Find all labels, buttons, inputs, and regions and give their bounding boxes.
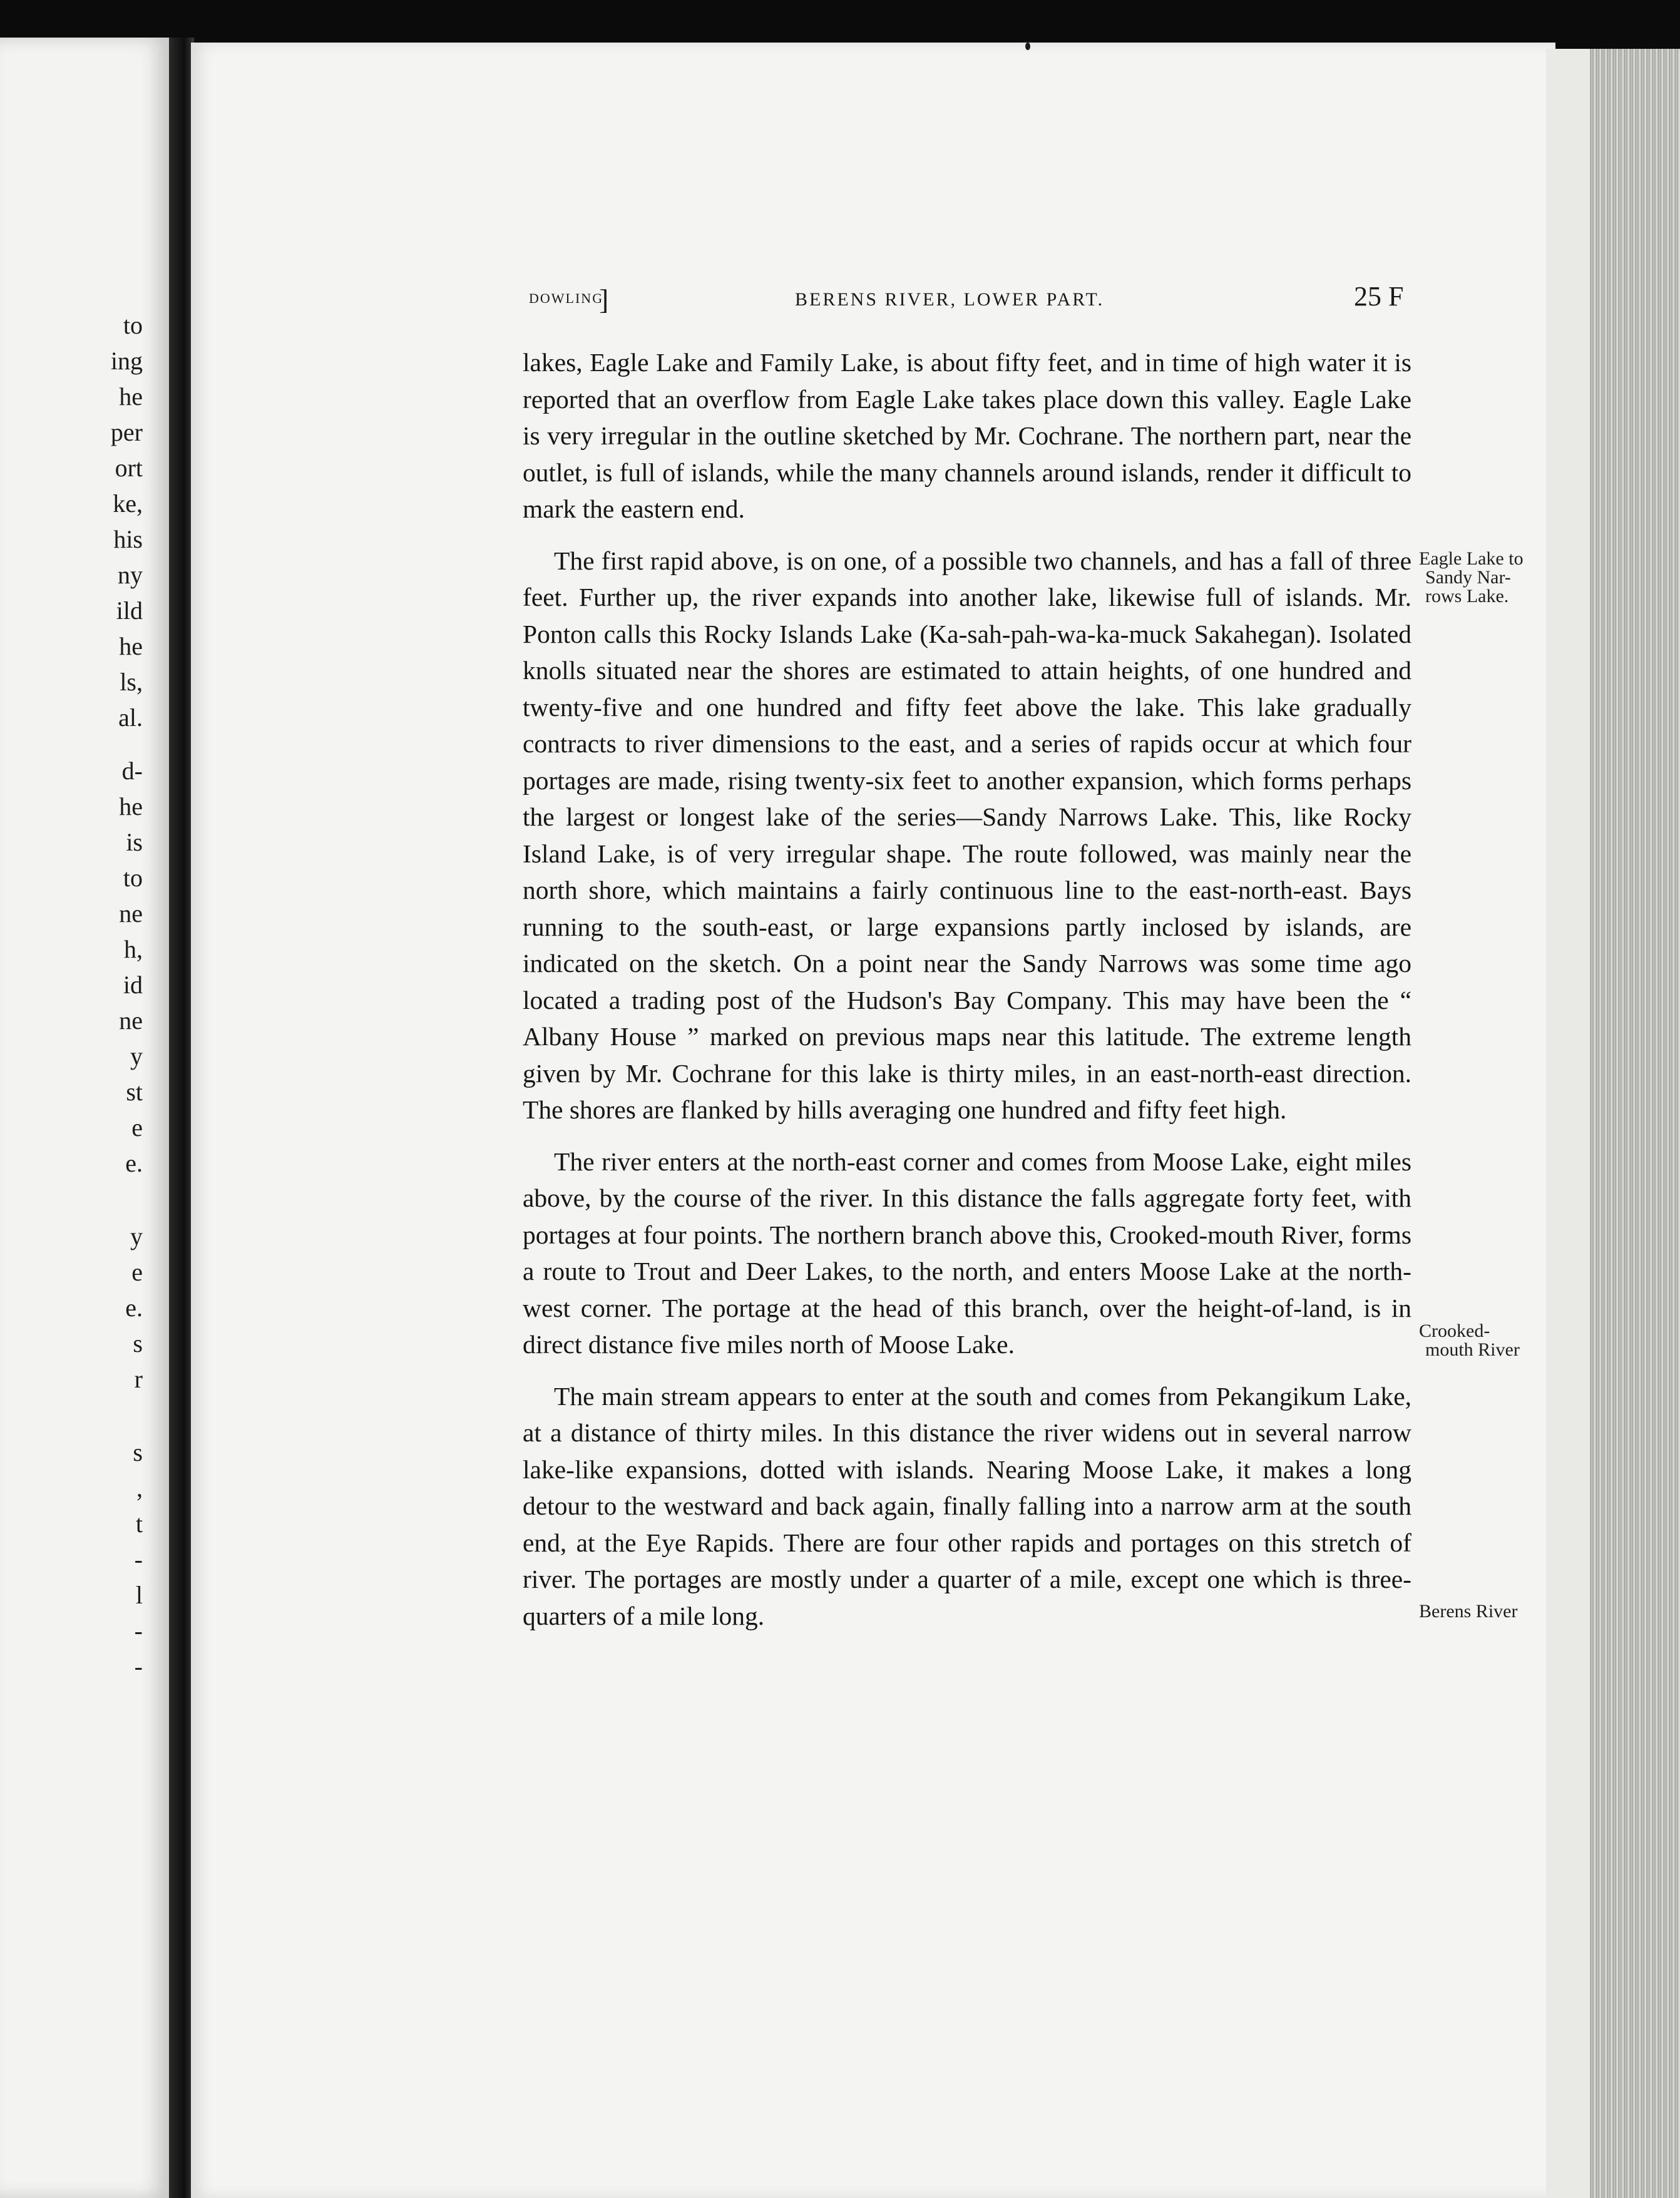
margin-note-eagle-lake: [1419, 550, 1524, 606]
facing-page-fragment: st: [126, 1078, 143, 1106]
book-page: [191, 43, 1555, 2198]
ink-speck: [1025, 43, 1030, 50]
paragraph: The first rapid above, is on one, of a possible two channels, and has a fall of three feet. Further up, the river expands into another lake, likewise full of islands. Mr. Ponton calls this Rocky Islands Lake (Ka-sah-pah-wa-ka-muck Sakahegan). Isolated knolls situated near the shores are estimated to attain heights, of one hundred and twenty-five and one hundred and fifty feet above the lake. This lake gradually contracts to river dimensions to the east, and a series of rapids occur at which four portages are made, rising twenty-six feet to another expansion, which forms perhaps the largest or longest lake of the series—Sandy Narrows Lake. This, like Rocky Island Lake, is of very irregular shape. The route followed, was mainly near the north shore, which maintains a fairly continuous line to the east-north-east. Bays running to the south-east, or large expansions partly inclosed by islands, are indicated on the sketch. On a point near the Sandy Narrows was some time ago located a trading post of the Hudson's Bay Company. This may have been the “ Albany House ” marked on previous maps near this latitude. The extreme length given by Mr. Cochrane for this lake is thirty miles, in an east-north-east direction. The shores are flanked by hills averaging one hundred and fifty feet high.: [523, 546, 1411, 1124]
facing-page-fragment: y: [130, 1222, 143, 1250]
facing-page-fragment: s: [133, 1438, 143, 1466]
facing-page-fragment: -: [134, 1652, 143, 1680]
margin-note-line: rows Lake.: [1425, 586, 1509, 606]
facing-page-fragment: ke,: [113, 489, 143, 518]
margin-note-line: Sandy Nar-: [1425, 567, 1511, 588]
running-head-title: BERENS RIVER, LOWER PART.: [795, 289, 1105, 310]
facing-page-fragment: ne: [119, 1006, 143, 1035]
margin-note-line: Eagle Lake to: [1419, 548, 1524, 569]
margin-note-crooked-mouth: [1419, 1322, 1520, 1359]
book-gutter: [169, 38, 194, 2198]
facing-page-fragment: d-: [121, 757, 143, 785]
facing-page-fragment: ny: [118, 561, 143, 589]
page-number: 25 F: [1354, 281, 1404, 312]
facing-page-fragment: he: [119, 382, 143, 411]
facing-page-fragment: -: [134, 1545, 143, 1573]
facing-page-fragment: -: [134, 1617, 143, 1645]
facing-page-fragment: y: [130, 1042, 143, 1070]
running-head-author: DOWLING: [529, 290, 604, 306]
facing-page-fragment: ort: [115, 454, 143, 482]
paragraph: lakes, Eagle Lake and Family Lake, is about fifty feet, and in time of high water it is reported that an overflow from Eagle Lake takes place down this valley. Eagle Lake is very irregular in the outline sketched by Mr. Cochrane. The northern part, near the outlet, is full of islands, while the many channels around islands, render it difficult to mark the eastern end.: [523, 348, 1411, 523]
facing-page-fragment: ing: [110, 347, 143, 375]
facing-page-fragment: ild: [116, 596, 143, 625]
running-head-bracket: ]: [599, 284, 609, 315]
facing-page-fragment: to: [123, 864, 143, 892]
facing-page-fragment: e: [131, 1113, 143, 1142]
facing-page-fragment: he: [119, 792, 143, 820]
facing-page-fragment: e.: [125, 1294, 143, 1322]
facing-page-fragment: r: [134, 1365, 143, 1393]
paragraph: The main stream appears to enter at the south and comes from Pekangikum Lake, at a distance of thirty miles. In this distance the river widens out in several narrow lake-like expansions, dotted with islands. Nearing Moose Lake, it makes a long detour to the westward and back again, finally falling into a narrow arm at the south end, at the Eye Rapids. There are four other rapids and portages on this stretch of river. The portages are mostly under a quarter of a mile, except one which is three-quarters of a mile long.: [523, 1381, 1411, 1630]
facing-page-fragment: h,: [124, 935, 143, 963]
facing-page-fragment: al.: [118, 703, 143, 732]
facing-page-fragment: ls,: [120, 668, 143, 696]
facing-page-fragment: s: [133, 1329, 143, 1357]
body-text: [523, 344, 1411, 1649]
margin-note-line: mouth River: [1425, 1339, 1520, 1360]
running-head: [191, 281, 1555, 323]
facing-page-fragment: id: [123, 971, 143, 999]
facing-page-fragment: e: [131, 1258, 143, 1286]
facing-page-fragment: ne: [119, 899, 143, 928]
facing-page-fragment: to: [123, 311, 143, 339]
facing-page-fragment: per: [110, 418, 143, 446]
facing-page-fragment: is: [126, 828, 143, 856]
margin-note-line: Crooked-: [1419, 1321, 1490, 1341]
paragraph: The river enters at the north-east corner and comes from Moose Lake, eight miles above, by the course of the river. In this distance the falls aggregate forty feet, with portages at four points. The northern branch above this, Crooked-mouth River, forms a route to Trout and Deer Lakes, to the north, and enters Moose Lake at the north-west corner. The portage at the head of this branch, over the height-of-land, is in direct distance five miles north of Moose Lake.: [523, 1147, 1411, 1359]
margin-note-berens-river: [1419, 1602, 1517, 1621]
facing-page-fragment: e.: [125, 1149, 143, 1177]
facing-page-fragment: t: [135, 1510, 143, 1538]
facing-page-fragment: he: [119, 632, 143, 660]
facing-page-left: [0, 38, 169, 2198]
facing-page-fragment: l: [135, 1581, 143, 1609]
facing-page-fragment: his: [113, 525, 143, 553]
page-edges: [1546, 49, 1680, 2198]
margin-note-line: Berens River: [1419, 1601, 1518, 1622]
facing-page-fragment: ,: [136, 1474, 143, 1502]
